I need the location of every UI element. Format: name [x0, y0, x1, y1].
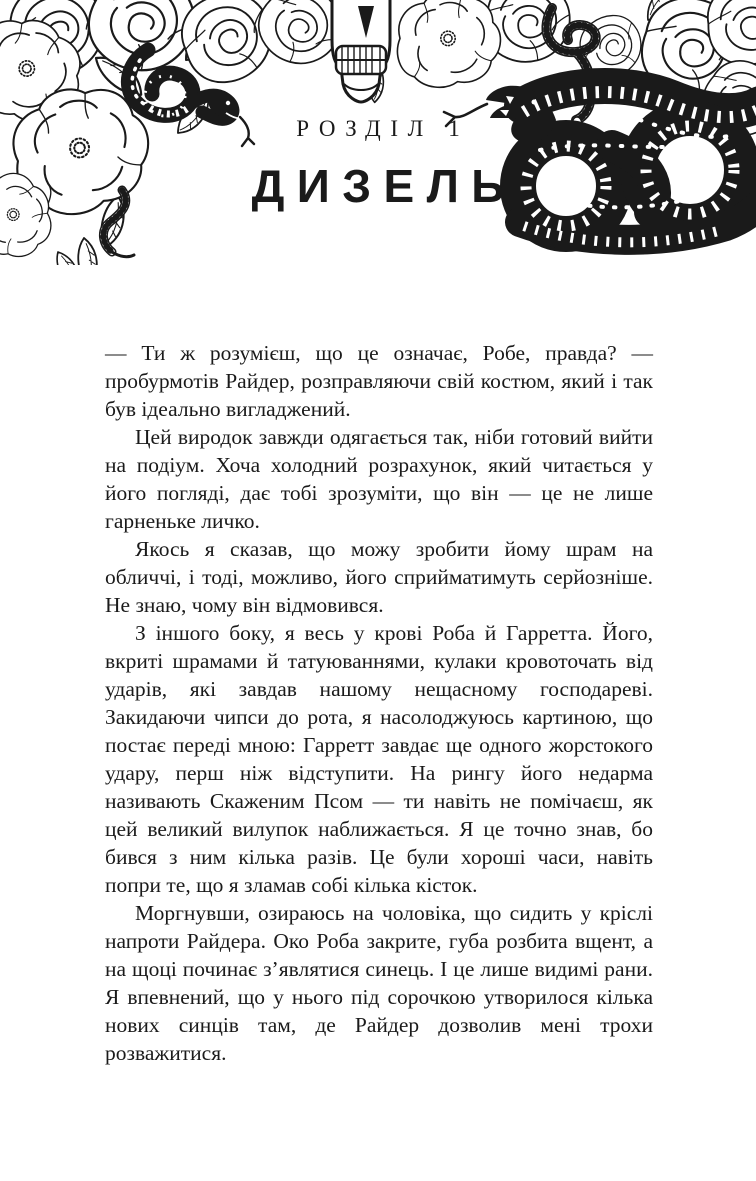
paragraph: Якось я сказав, що можу зробити йому шрам на обличчі, і тоді, можливо, його сприйматимуть серйозніше. Не знаю, чому він відмовився. — [105, 537, 653, 617]
paragraph: Моргнувши, озираюсь на чоловіка, що сидить у кріслі напроти Райдера. Око Роба закрите, губа розбита вщент, а на щоці починає з’являтися синець. І це лише видимі рани. Я впевнений, що у нього під сорочкою утворилося кілька нових синців там, де Райдер дозволив мені трохи розважитися. — [105, 901, 653, 1065]
chapter-label: РОЗДІЛ 1 — [296, 116, 470, 141]
paragraph: — Ти ж розумієш, що це означає, Робе, правда? — пробурмотів Райдер, розправляючи свій костюм, який і так був ідеально вигладжений. — [105, 341, 653, 421]
paragraph: З іншого боку, я весь у крові Роба й Гарретта. Його, вкриті шрамами й татуюваннями, кулаки кровоточать від ударів, які завдав нашому нещасному господареві. Закидаючи чипси до рота, я насолоджуюсь картиною, що постає переді мною: Гарретт завдає ще одного жорстокого удару, перш ніж відступити. На рингу його недарма називають Скаженим Псом — ти навіть не помічаєш, як цей великий вилупок наближається. Я це точно знав, бо бився з ним кілька разів. Це були хороші часи, навіть попри те, що я зламав собі кілька кісток. — [105, 621, 653, 897]
body-text — [105, 339, 653, 1067]
paragraph: Цей виродок завжди одягається так, ніби готовий вийти на подіум. Хоча холодний розрахунок, який читається у його погляді, дає тобі зрозуміти, що він — це не лише гарненьке личко. — [105, 425, 653, 533]
page-title: ДИЗЕЛЬ — [251, 160, 517, 212]
